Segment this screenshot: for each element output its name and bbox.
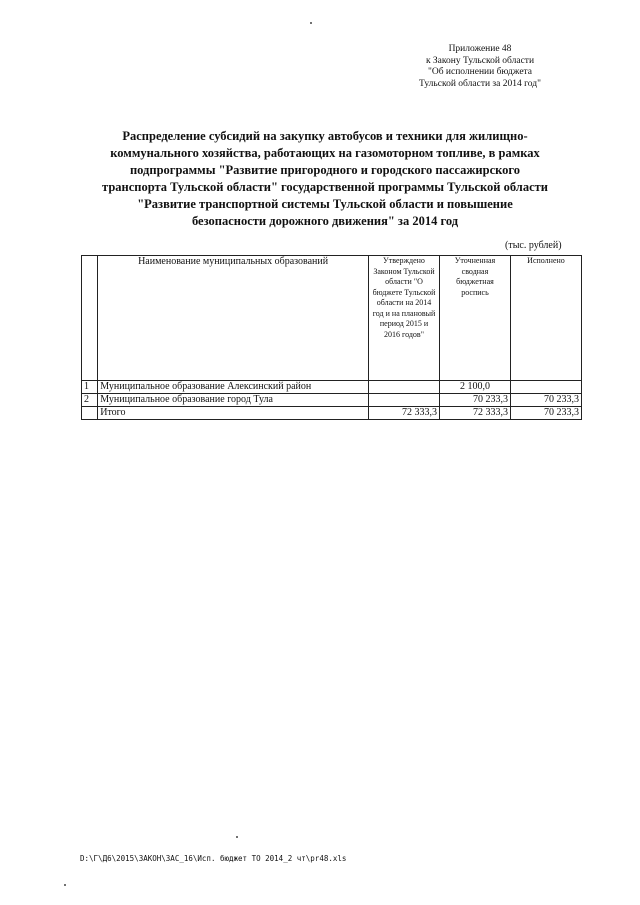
scan-speck [236,836,238,838]
row-name: Итого [98,407,369,420]
header-name: Наименование муниципальных образований [98,256,369,381]
header-approved: Утверждено Законом Тульской области "О бюджете Тульской области на 2014 год и на плановый период 2015 и 2016 годов" [369,256,440,381]
appendix-line-4: Тульской области за 2014 год" [419,78,541,89]
row-num [82,407,98,420]
row-approved [369,394,440,407]
row-executed [510,381,581,394]
header-executed: Исполнено [510,256,581,381]
row-executed: 70 233,3 [510,394,581,407]
table-row [82,394,582,407]
scan-speck [64,884,66,886]
subsidy-table [81,255,582,420]
row-name: Муниципальное образование Алексинский район [98,381,369,394]
row-approved: 72 333,3 [369,407,440,420]
row-name: Муниципальное образование город Тула [98,394,369,407]
appendix-line-3: "Об исполнении бюджета [427,67,533,77]
row-refined: 2 100,0 [439,381,510,394]
row-approved [369,381,440,394]
document-title: Распределение субсидий на закупку автобусов и техники для жилищно-коммунального хозяйства, работающих на газомоторном топливе, в рамках подпрограммы "Развитие пригородного и городского пассажирского транспорта Тульской области" государственной программы Тульской области "Развитие транспортной системы Тульской области и повышение безопасности дорожного движения" за 2014 год [102,129,548,228]
row-num: 2 [82,394,98,407]
table-header-row [82,256,582,381]
row-refined: 70 233,3 [439,394,510,407]
row-executed: 70 233,3 [510,407,581,420]
row-num: 1 [82,381,98,394]
units-label: (тыс. рублей) [505,240,562,251]
row-refined: 72 333,3 [439,407,510,420]
scan-speck [310,22,312,24]
table-row [82,381,582,394]
header-refined: Уточненная сводная бюджетная роспись [439,256,510,381]
table-row-total [82,407,582,420]
appendix-header [380,44,580,90]
header-num [82,256,98,381]
appendix-line-1: Приложение 48 [448,44,512,54]
appendix-line-2: к Закону Тульской области [425,55,535,66]
file-path: D:\Г\Д6\2015\ЗАКОН\ЗАС_16\Исп. бюджет ТО 2014_2 чт\pr48.xls [80,854,347,863]
